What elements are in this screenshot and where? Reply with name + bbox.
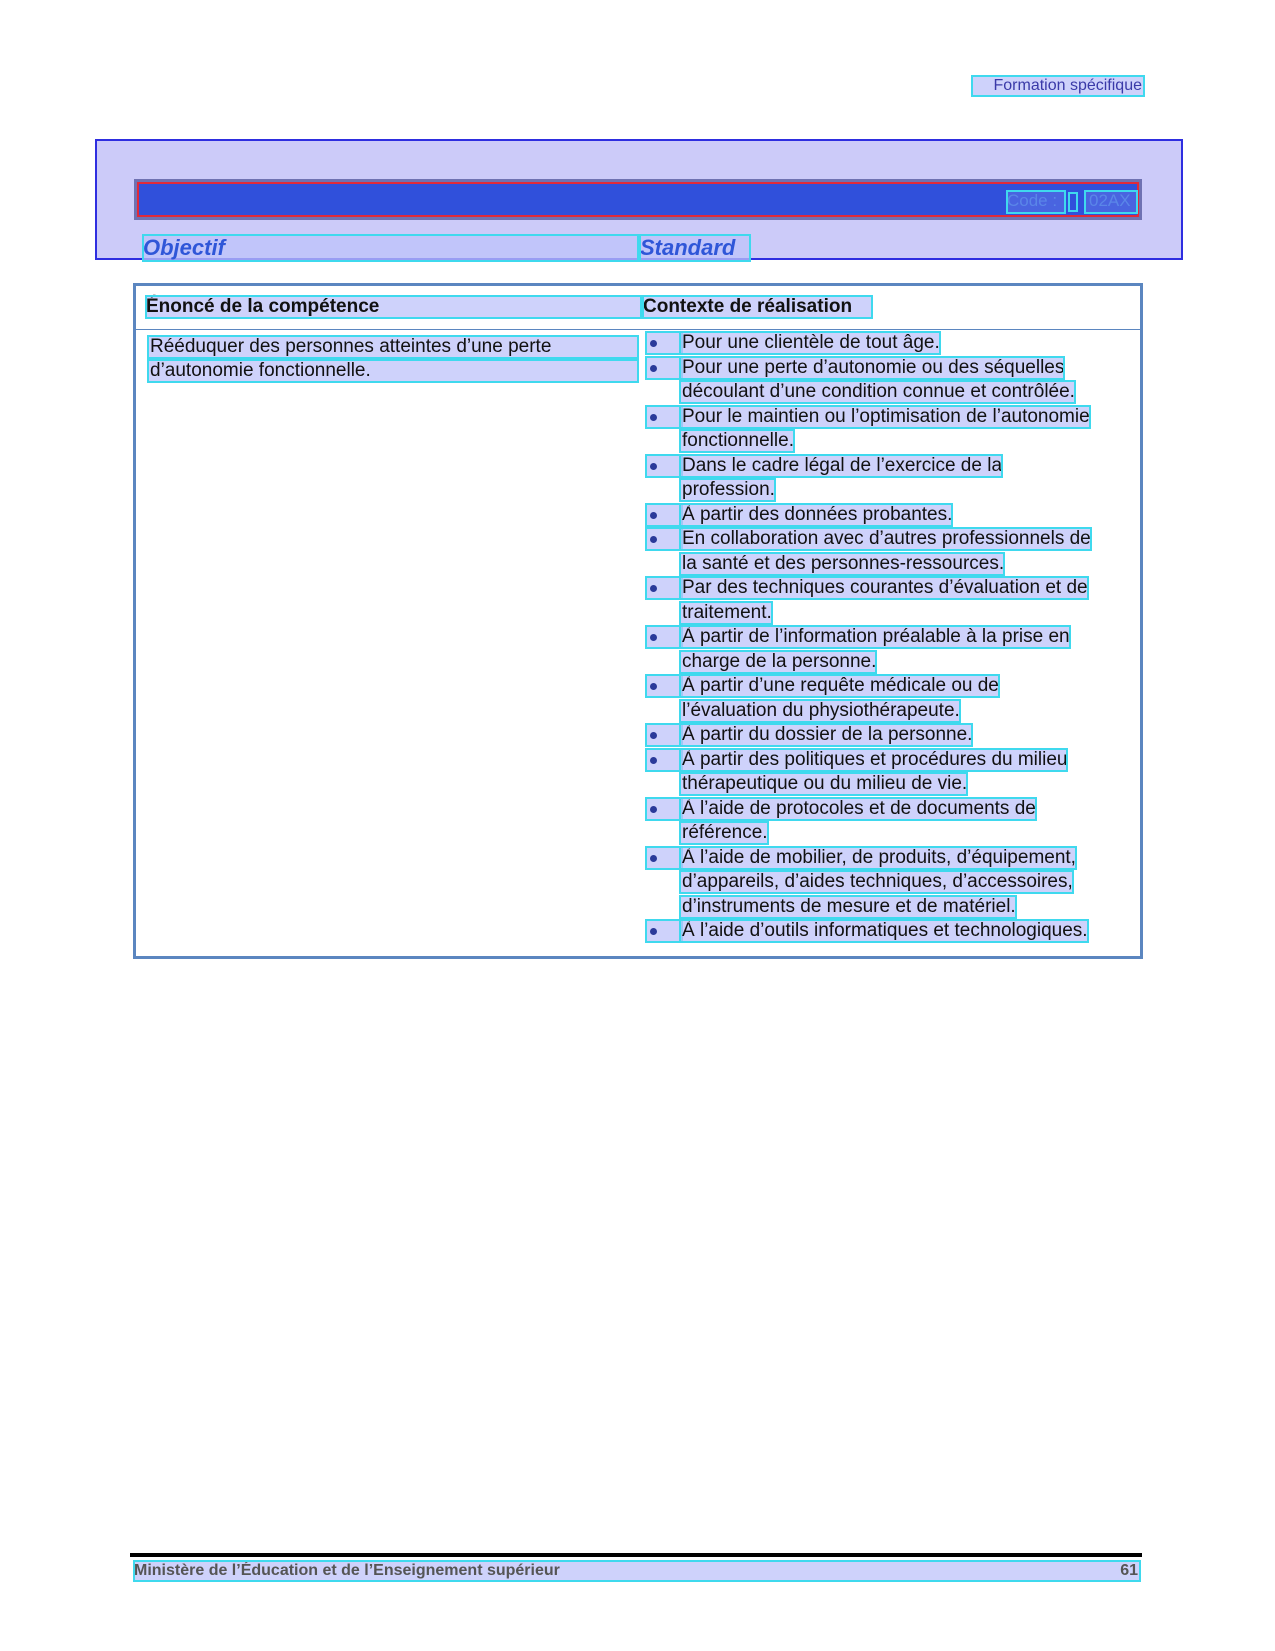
standard-title: Standard: [640, 235, 750, 261]
bullet-icon: [646, 920, 682, 942]
contexte-item-text: À l’aide de mobilier, de produits, d’équipement,: [682, 846, 1076, 868]
contexte-item-text: Pour le maintien ou l’optimisation de l’autonomie: [682, 405, 1090, 427]
contexte-item: [646, 847, 1136, 869]
bullet-icon: [646, 406, 682, 428]
contexte-item-text: À partir de l’information préalable à la prise en: [682, 626, 1070, 647]
contexte-item: [646, 504, 1136, 526]
contexte-item: [646, 455, 1136, 477]
contexte-item-text: Dans le cadre légal de l’exercice de la: [682, 454, 1003, 476]
contexte-item: [646, 626, 1136, 648]
contexte-item-continuation: fonctionnelle.: [682, 430, 794, 451]
contexte-item-continuation: la santé et des personnes-ressources.: [682, 552, 1005, 574]
bullet-icon: [646, 798, 682, 820]
bullet-icon: [646, 504, 682, 526]
code-bar: [134, 179, 1142, 220]
contexte-item-text: À partir d’une requête médicale ou de: [682, 675, 999, 696]
code-label: Code :: [1007, 191, 1065, 213]
contexte-item-text: Par des techniques courantes d’évaluation et de: [682, 577, 1088, 598]
bullet-icon: [646, 749, 682, 771]
enonce-line: d’autonomie fonctionnelle.: [148, 360, 638, 382]
bullet-icon: [646, 577, 682, 599]
bullet-icon: [646, 357, 682, 379]
contexte-item-continuation: traitement.: [682, 601, 772, 623]
bullet-icon: [646, 724, 682, 746]
bullet-icon: [646, 675, 682, 697]
contexte-item-continuation: charge de la personne.: [682, 650, 877, 672]
contexte-item: [646, 528, 1136, 550]
contexte-item: [646, 406, 1136, 428]
section-label: Formation spécifique: [972, 76, 1144, 96]
contexte-item: [646, 749, 1136, 771]
contexte-item-text: Pour une clientèle de tout âge.: [682, 332, 940, 353]
contexte-item: [646, 798, 1136, 820]
contexte-item-continuation: découlant d’une condition connue et contrôlée.: [682, 381, 1075, 402]
enonce-line: Rééduquer des personnes atteintes d’une perte: [148, 336, 638, 358]
contexte-item-text: À partir des politiques et procédures du milieu: [682, 748, 1068, 770]
bullet-icon: [646, 626, 682, 648]
footer-rule: [130, 1553, 1142, 1557]
contexte-item-continuation: d’appareils, d’aides techniques, d’accessoires,: [682, 871, 1073, 892]
contexte-item: [646, 357, 1136, 379]
column-header-enonce: Énoncé de la compétence: [146, 296, 641, 318]
header-divider: [136, 329, 1140, 330]
contexte-item-continuation: référence.: [682, 822, 768, 843]
contexte-item-text: En collaboration avec d’autres professionnels de: [682, 528, 1091, 549]
contexte-item-continuation: d’instruments de mesure et de matériel.: [682, 895, 1016, 917]
objective-title: Objectif: [143, 235, 638, 261]
contexte-item: [646, 332, 1136, 354]
code-separator: [1069, 193, 1077, 211]
contexte-item: [646, 920, 1136, 942]
contexte-item-continuation: l’évaluation du physiothérapeute.: [682, 699, 960, 721]
bullet-icon: [646, 455, 682, 477]
contexte-item-text: À l’aide de protocoles et de documents de: [682, 797, 1036, 819]
competency-table: [133, 283, 1143, 959]
contexte-item-text: À partir du dossier de la personne.: [682, 724, 973, 745]
contexte-item: [646, 675, 1136, 697]
contexte-item: [646, 577, 1136, 599]
page-number: 61: [1120, 1562, 1138, 1579]
contexte-item-text: Pour une perte d’autonomie ou des séquelles: [682, 356, 1065, 378]
bullet-icon: [646, 528, 682, 550]
column-header-contexte: Contexte de réalisation: [643, 296, 872, 318]
contexte-item-text: À l’aide d’outils informatiques et technologiques.: [682, 920, 1088, 941]
contexte-item-continuation: profession.: [682, 479, 775, 500]
contexte-item-continuation: thérapeutique ou du milieu de vie.: [682, 773, 968, 794]
contexte-item-text: À partir des données probantes.: [682, 503, 953, 525]
code-bar-inner: [137, 182, 1139, 217]
contexte-item: [646, 724, 1136, 746]
footer-ministry: Ministère de l’Éducation et de l’Enseignement supérieur: [134, 1561, 1140, 1581]
code-value: 02AX: [1085, 191, 1137, 213]
bullet-icon: [646, 332, 682, 354]
bullet-icon: [646, 847, 682, 869]
